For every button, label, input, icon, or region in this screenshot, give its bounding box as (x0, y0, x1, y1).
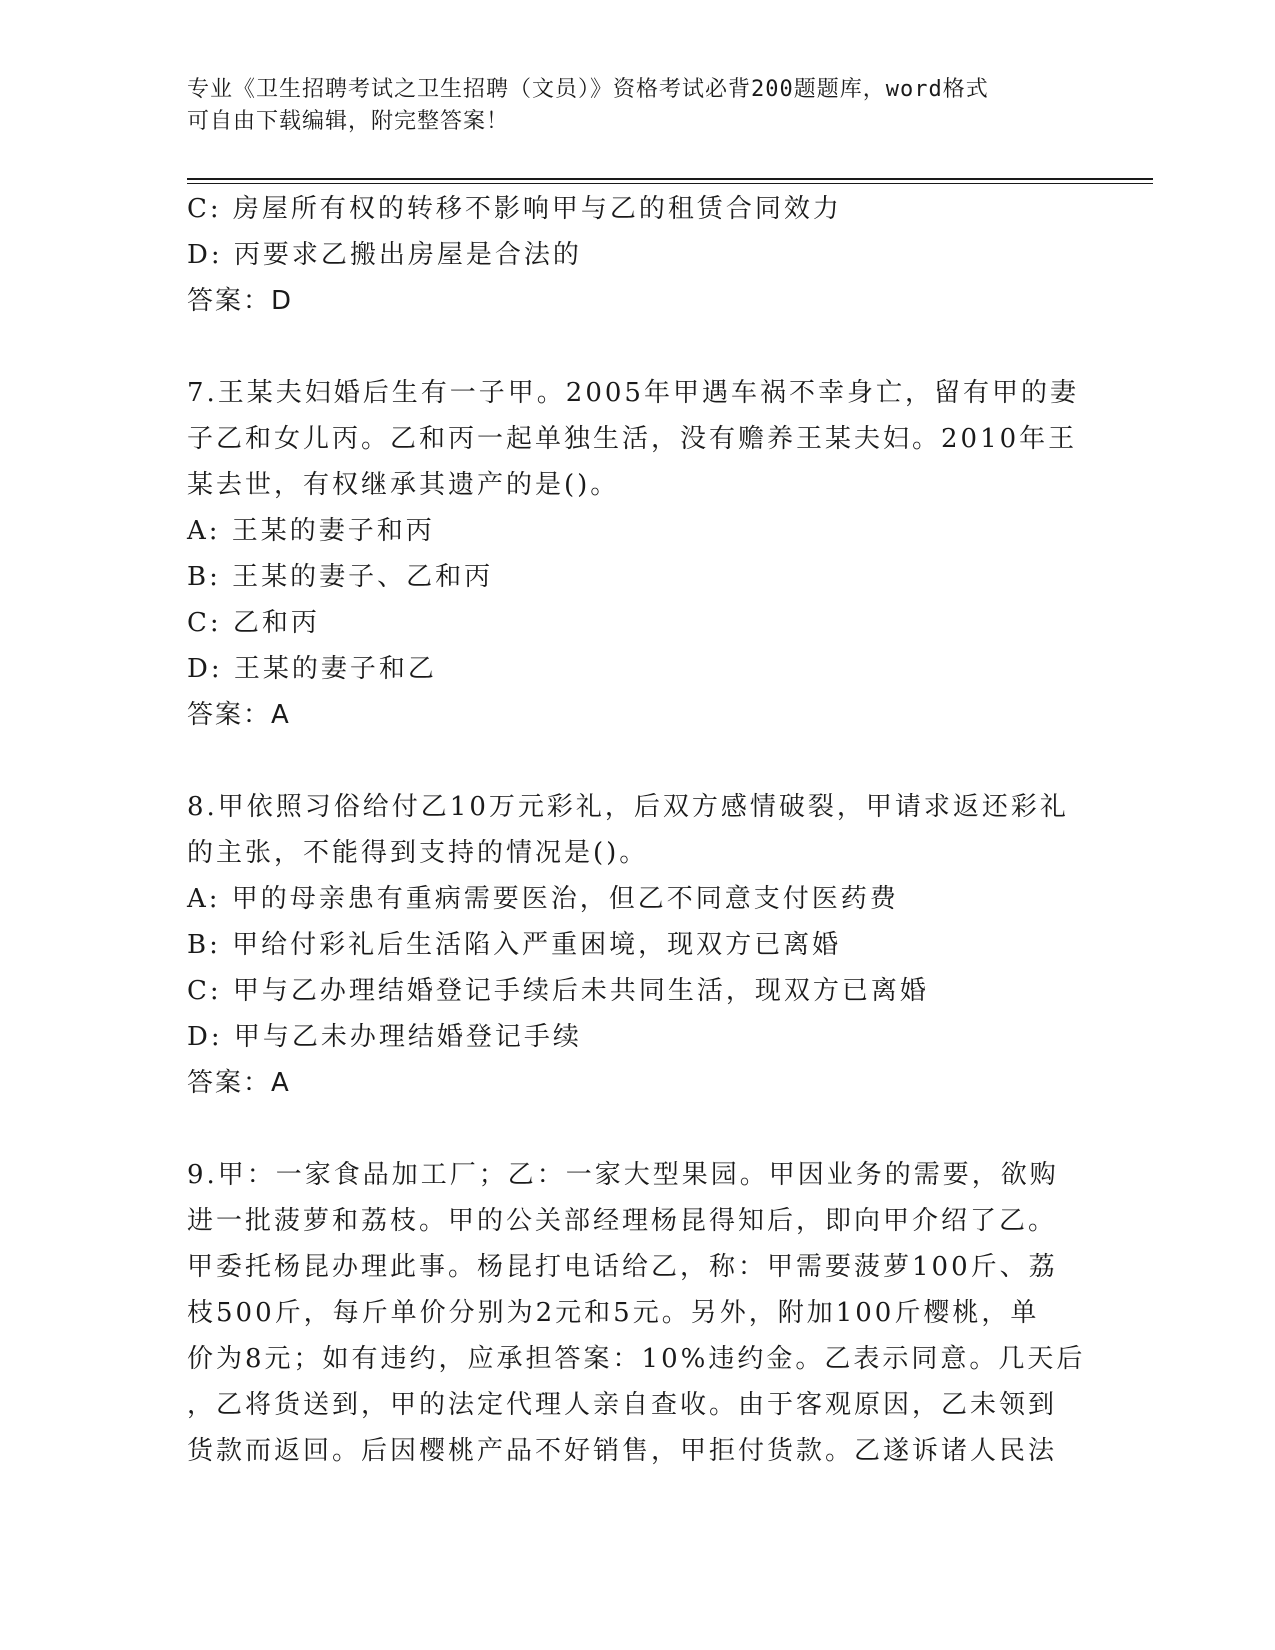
question-7 (187, 370, 1087, 738)
question-stem-line: 货款而返回。后因樱桃产品不好销售，甲拒付货款。乙遂诉诸人民法 (187, 1436, 1058, 1466)
option-c: C: 乙和丙 (187, 608, 320, 638)
document-body (187, 186, 1087, 1474)
spacer (187, 1106, 1087, 1152)
answer-line: 答案：D (187, 286, 294, 316)
answer-line: 答案：A (187, 700, 291, 730)
header-divider-thin (187, 183, 1153, 184)
spacer (187, 324, 1087, 370)
question-stem-line: 7.王某夫妇婚后生有一子甲。2005年甲遇车祸不幸身亡，留有甲的妻 (187, 378, 1079, 408)
option-d: D: 丙要求乙搬出房屋是合法的 (187, 240, 582, 270)
question-stem-line: 进一批菠萝和荔枝。甲的公关部经理杨昆得知后，即向甲介绍了乙。 (187, 1206, 1058, 1236)
question-stem-line: 子乙和女儿丙。乙和丙一起单独生活，没有赡养王某夫妇。2010年王 (187, 424, 1078, 454)
document-header (187, 74, 1067, 138)
option-d: D: 甲与乙未办理结婚登记手续 (187, 1022, 582, 1052)
question-9 (187, 1152, 1087, 1474)
question-stem-line: 某去世，有权继承其遗产的是()。 (187, 470, 620, 500)
option-a: A: 王某的妻子和丙 (187, 516, 435, 546)
question-6-continued (187, 186, 1087, 324)
question-stem-line: 价为8元；如有违约，应承担答案：10%违约金。乙表示同意。几天后 (187, 1344, 1086, 1374)
header-title-line-1: 专业《卫生招聘考试之卫生招聘（文员）》资格考试必背200题题库，word格式 (187, 77, 989, 102)
question-8 (187, 784, 1087, 1106)
option-a: A: 甲的母亲患有重病需要医治，但乙不同意支付医药费 (187, 884, 899, 914)
answer-line: 答案：A (187, 1068, 291, 1098)
header-divider-thick (187, 178, 1153, 180)
question-stem-line: ，乙将货送到，甲的法定代理人亲自查收。由于客观原因，乙未领到 (187, 1390, 1058, 1420)
option-b: B: 王某的妻子、乙和丙 (187, 562, 494, 592)
question-stem-line: 甲委托杨昆办理此事。杨昆打电话给乙，称：甲需要菠萝100斤、荔 (187, 1252, 1058, 1282)
question-stem-line: 枝500斤，每斤单价分别为2元和5元。另外，附加100斤樱桃，单 (187, 1298, 1040, 1328)
option-c: C: 房屋所有权的转移不影响甲与乙的租赁合同效力 (187, 194, 842, 224)
option-d: D: 王某的妻子和乙 (187, 654, 437, 684)
header-title-line-2: 可自由下载编辑，附完整答案！ (187, 109, 510, 134)
question-stem-line: 8.甲依照习俗给付乙10万元彩礼，后双方感情破裂，甲请求返还彩礼 (187, 792, 1069, 822)
question-stem-line: 的主张，不能得到支持的情况是()。 (187, 838, 649, 868)
option-b: B: 甲给付彩礼后生活陷入严重困境，现双方已离婚 (187, 930, 842, 960)
spacer (187, 738, 1087, 784)
option-c: C: 甲与乙办理结婚登记手续后未共同生活，现双方已离婚 (187, 976, 929, 1006)
question-stem-line: 9.甲：一家食品加工厂；乙：一家大型果园。甲因业务的需要，欲购 (187, 1160, 1059, 1190)
